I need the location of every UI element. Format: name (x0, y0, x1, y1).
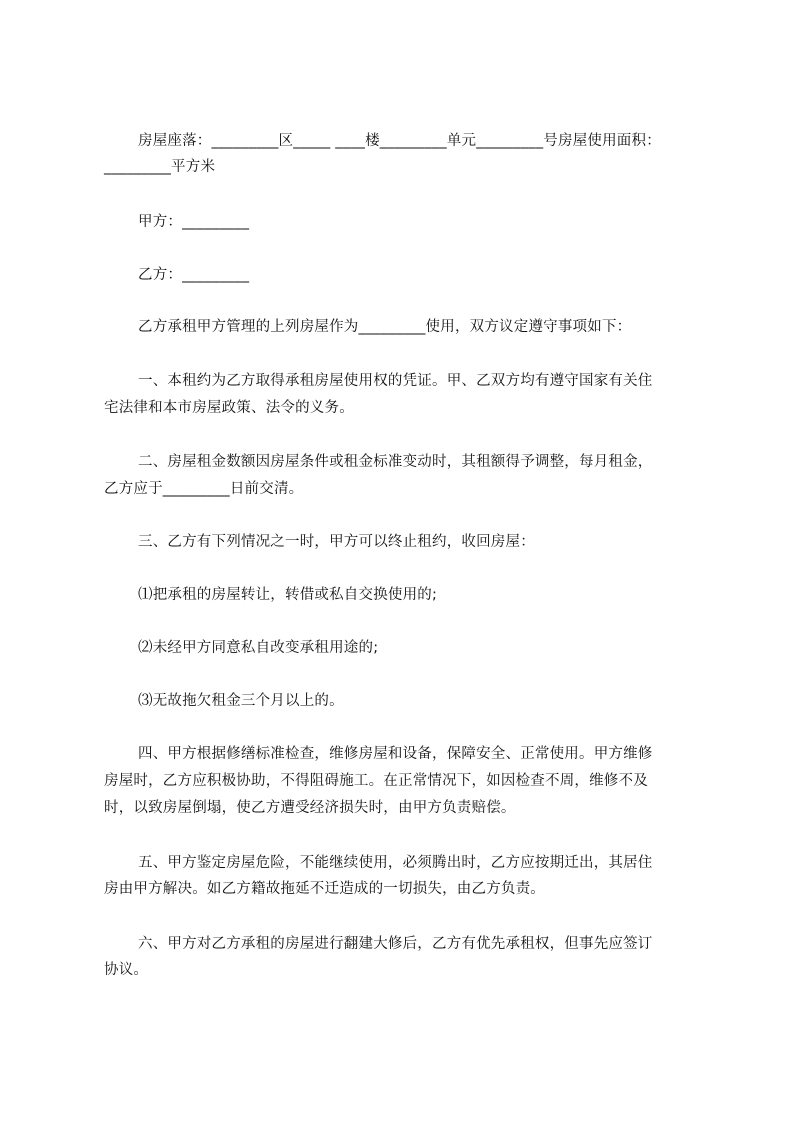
clause-2-line-2: 乙方应于_________日前交清。 (104, 481, 304, 497)
clause-2-line-1: 二、房屋租金数额因房屋条件或租金标准变动时，其租额得予调整，每月租金， (138, 454, 653, 470)
clause-4-line-2: 房屋时，乙方应积极协助，不得阻碍施工。在正常情况下，如因检查不周，维修不及 (104, 773, 648, 789)
party-b-line: 乙方：_________ (138, 267, 250, 283)
clause-4-line-3: 时，以致房屋倒塌，使乙方遭受经济损失时，由甲方负责赔偿。 (104, 800, 516, 816)
clause-3-item-2: ⑵未经甲方同意私自改变承租用途的; (138, 640, 379, 656)
clause-6-line-2: 协议。 (104, 962, 149, 978)
clause-3-item-3: ⑶无故拖欠租金三个月以上的。 (138, 693, 344, 709)
clause-3-heading: 三、乙方有下列情况之一时，甲方可以终止租约，收回房屋： (138, 534, 535, 550)
intro-paragraph: 乙方承租甲方管理的上列房屋作为_________使用，双方议定遵守事项如下： (138, 319, 632, 335)
clause-6-line-1: 六、甲方对乙方承租的房屋进行翻建大修后，乙方有优先承租权，但事先应签订 (138, 936, 653, 952)
clause-5-line-1: 五、甲方鉴定房屋危险，不能继续使用，必须腾出时，乙方应按期迁出，其居住 (138, 855, 653, 871)
party-a-line: 甲方：_________ (138, 214, 250, 230)
clause-1-line-1: 一、本租约为乙方取得承租房屋使用权的凭证。甲、乙双方均有遵守国家有关住 (138, 373, 653, 389)
clause-4-line-1: 四、甲方根据修缮标准检查，维修房屋和设备，保障安全、正常使用。甲方维修 (138, 746, 653, 762)
clause-5-line-2: 房由甲方解决。如乙方籍故拖延不迁造成的一切损失，由乙方负责。 (104, 881, 545, 897)
clause-3-item-1: ⑴把承租的房屋转让，转借或私自交换使用的; (138, 587, 438, 603)
clause-location-line-1: 房屋座落：_________区_____ ____楼_________单元_________号房屋使用面积： (138, 133, 661, 149)
clause-location-line-2: _________平方米 (104, 159, 216, 175)
clause-1-line-2: 宅法律和本市房屋政策、法令的义务。 (104, 400, 354, 416)
